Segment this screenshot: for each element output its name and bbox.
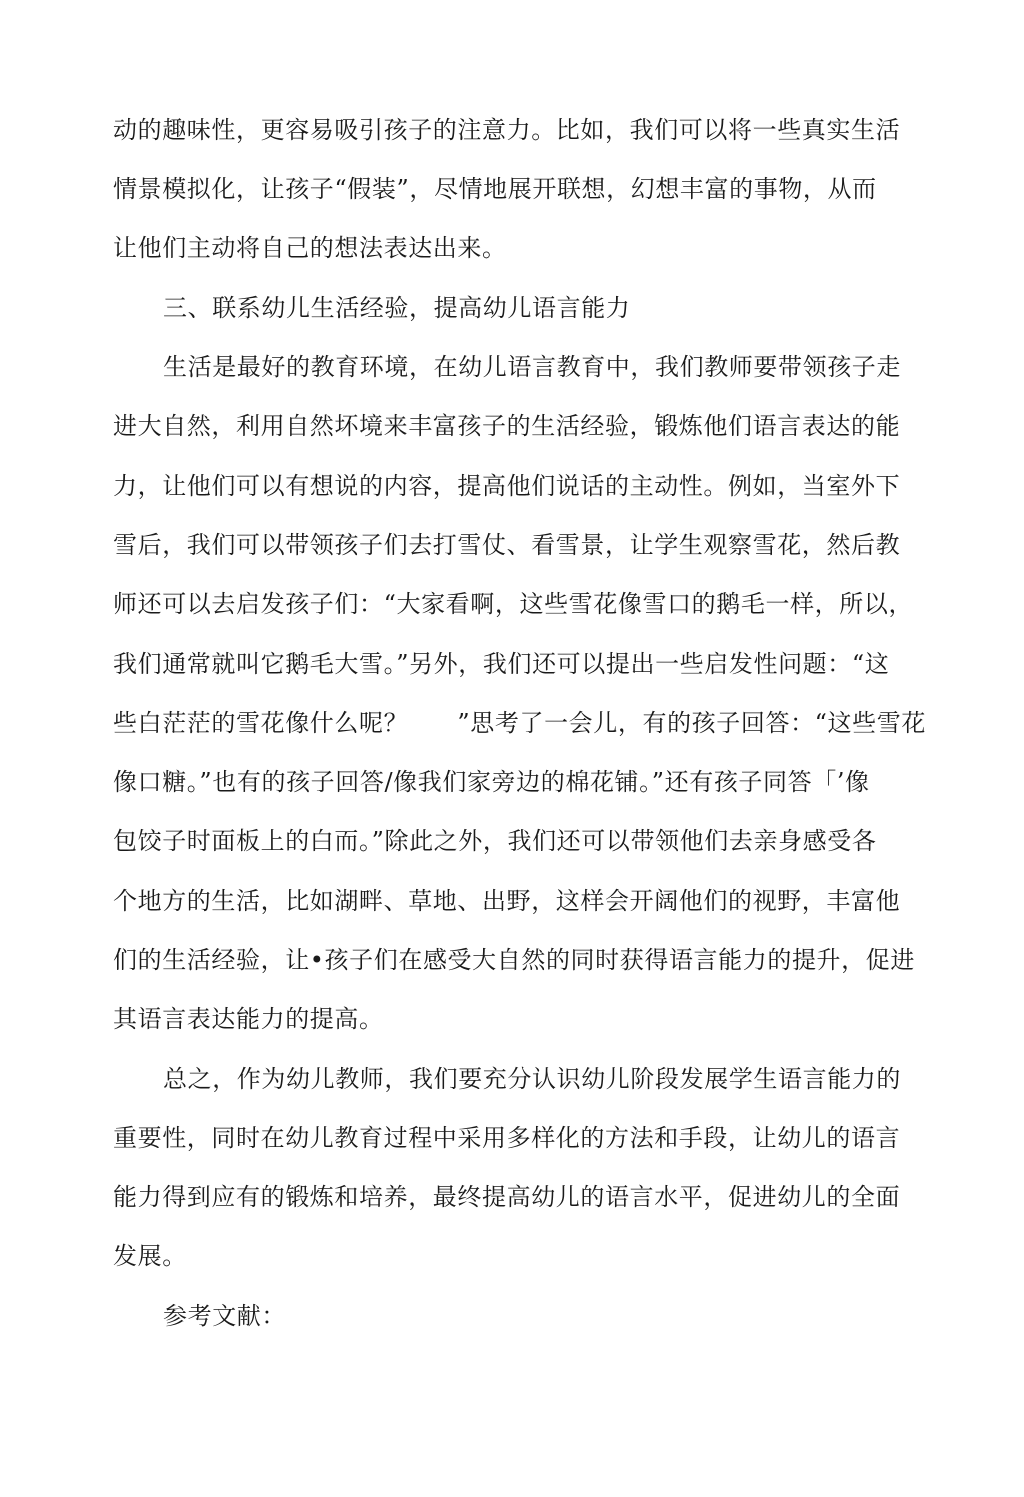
paragraph-line: 动的趣味性，更容易吸引孩子的注意力。比如，我们可以将一些真实生活: [113, 116, 901, 144]
paragraph-line: 重要性，同时在幼儿教育过程中采用多样化的方法和手段，让幼儿的语言: [113, 1124, 901, 1152]
paragraph-line: 力，让他们可以有想说的内容，提高他们说话的主动性。例如，当室外下: [113, 472, 901, 500]
paragraph-line: 能力得到应有的锻炼和培养，最终提高幼儿的语言水平，促进幼儿的全面: [113, 1183, 901, 1211]
paragraph-line: 发展。: [113, 1242, 187, 1270]
paragraph-line: 包饺子时面板上的白而。”除此之外，我们还可以带领他们去亲身感受各: [113, 827, 877, 855]
references-heading: 参考文献：: [163, 1302, 286, 1330]
paragraph-line: 们的生活经验，让•孩子们在感受大自然的同时获得语言能力的提升，促进: [113, 946, 915, 974]
paragraph-line: 个地方的生活，比如湖畔、草地、出野，这样会开阔他们的视野，丰富他: [113, 887, 901, 915]
paragraph-line: 雪后，我们可以带领孩子们去打雪仗、看雪景，让学生观察雪花，然后教: [113, 531, 901, 559]
paragraph-line: 生活是最好的教育环境，在幼儿语言教育中，我们教师要带领孩子走: [163, 353, 901, 381]
section-heading: 三、联系幼儿生活经验，提高幼儿语言能力: [163, 294, 631, 322]
paragraph-line: 些白茫茫的雪花像什么呢？ ”思考了一会儿，有的孩子回答：“这些雪花: [113, 709, 926, 737]
paragraph-line: 情景模拟化，让孩子“假装”，尽情地展开联想，幻想丰富的事物，从而: [113, 175, 877, 203]
paragraph-line: 其语言表达能力的提高。: [113, 1005, 384, 1033]
paragraph-line: 像口糖。”也有的孩子回答/像我们家旁边的棉花铺。”还有孩子同答「’像: [113, 768, 870, 796]
paragraph-line: 师还可以去启发孩子们：“大家看啊，这些雪花像雪口的鹅毛一样，所以，: [113, 590, 914, 618]
paragraph-line: 进大自然，利用自然坏境来丰富孩子的生活经验，锻炼他们语言表达的能: [113, 412, 901, 440]
paragraph-line: 我们通常就叫它鹅毛大雪。”另外，我们还可以提出一些启发性问题：“这: [113, 650, 890, 678]
paragraph-line: 让他们主动将自己的想法表达出来。: [113, 234, 507, 262]
paragraph-line: 总之，作为幼儿教师，我们要充分认识幼儿阶段发展学生语言能力的: [163, 1065, 901, 1093]
